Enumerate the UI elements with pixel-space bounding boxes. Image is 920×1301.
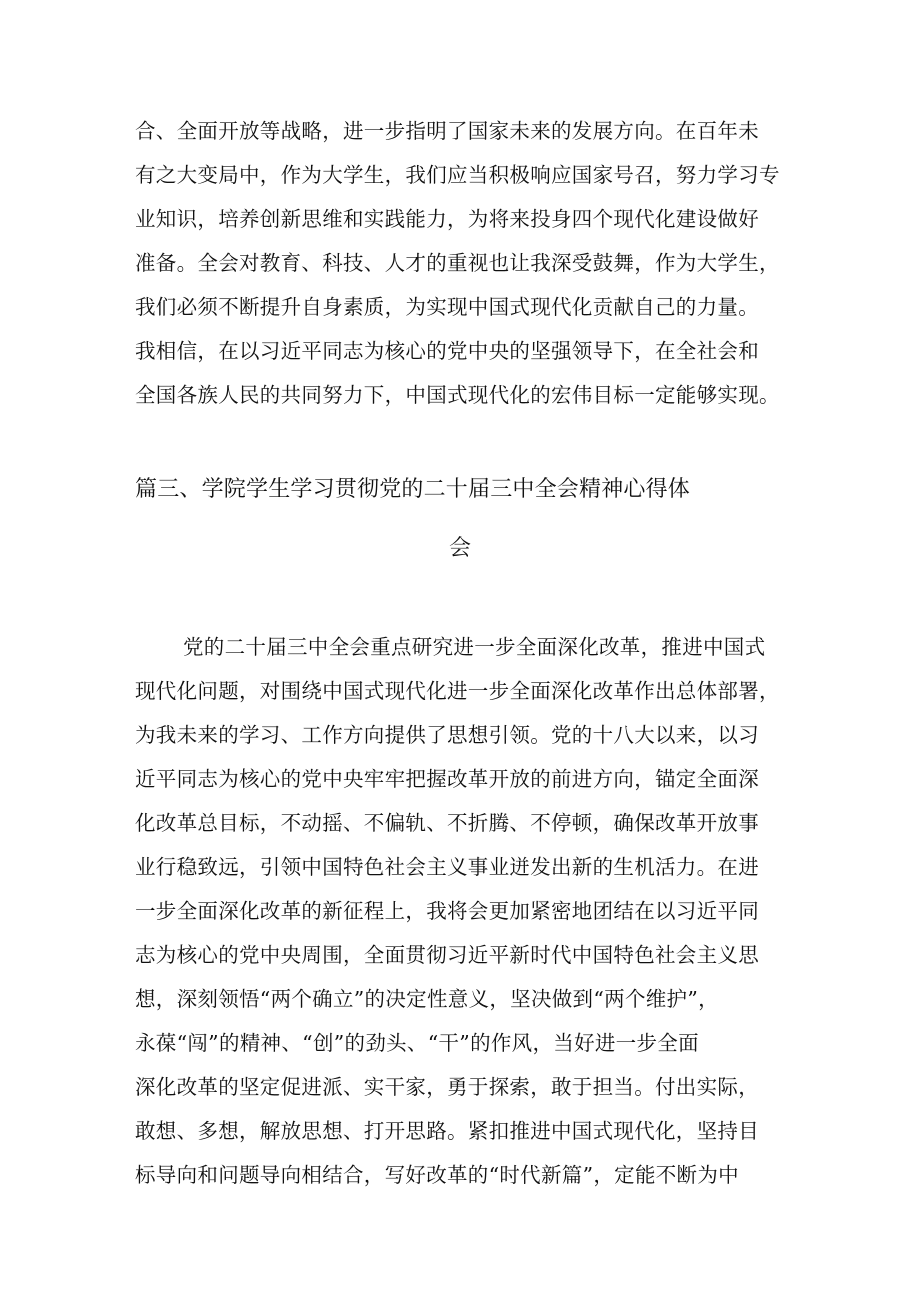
paragraph-line: 近平同志为核心的党中央牢牢把握改革开放的前进方向，锚定全面深 xyxy=(135,767,759,791)
body-paragraph xyxy=(135,0,795,1301)
paragraph-line: 志为核心的党中央周围，全面贯彻习近平新时代中国特色社会主义思 xyxy=(135,943,759,967)
paragraph-line: 业行稳致远，引领中国特色社会主义事业迸发出新的生机活力。在进 xyxy=(135,855,759,879)
paragraph-line: 化改革总目标，不动摇、不偏轨、不折腾、不停顿，确保改革开放事 xyxy=(135,811,759,835)
paragraph-line: 现代化问题，对围绕中国式现代化进一步全面深化改革作出总体部署， xyxy=(135,679,780,703)
paragraph-line: 有之大变局中，作为大学生，我们应当积极响应国家号召，努力学习专 xyxy=(135,163,780,187)
paragraph-line: 我相信，在以习近平同志为核心的党中央的坚强领导下，在全社会和 xyxy=(135,339,759,363)
paragraph-line: 一步全面深化改革的新征程上，我将会更加紧密地团结在以习近平同 xyxy=(135,899,759,923)
paragraph-line: 想，深刻领悟“两个确立”的决定性意义，坚决做到“两个维护”， xyxy=(135,987,719,1011)
paragraph-line: 全国各族人民的共同努力下，中国式现代化的宏伟目标一定能够实现。 xyxy=(135,383,780,407)
paragraph-line: 为我未来的学习、工作方向提供了思想引领。党的十八大以来，以习 xyxy=(135,723,759,747)
paragraph-line: 准备。全会对教育、科技、人才的重视也让我深受鼓舞，作为大学生， xyxy=(135,251,780,275)
paragraph-line: 我们必须不断提升自身素质，为实现中国式现代化贡献自己的力量。 xyxy=(135,295,759,319)
paragraph-line: 深化改革的坚定促进派、实干家，勇于探索，敢于担当。付出实际， xyxy=(135,1075,759,1099)
paragraph-line: 党的二十届三中全会重点研究进一步全面深化改革，推进中国式 xyxy=(183,635,766,659)
section-heading-line: 会 xyxy=(449,536,472,561)
paragraph-line: 敢想、多想，解放思想、打开思路。紧扣推进中国式现代化，坚持目 xyxy=(135,1119,759,1143)
paragraph-line: 业知识，培养创新思维和实践能力，为将来投身四个现代化建设做好 xyxy=(135,207,759,231)
paragraph-line: 标导向和问题导向相结合，写好改革的“时代新篇”，定能不断为中 xyxy=(135,1163,739,1187)
paragraph-line: 合、全面开放等战略，进一步指明了国家未来的发展方向。在百年未 xyxy=(135,119,759,143)
section-heading-line: 篇三、学院学生学习贯彻党的二十届三中全会精神心得体 xyxy=(135,477,691,502)
paragraph-line: 永葆“闯”的精神、“创”的劲头、“干”的作风，当好进一步全面 xyxy=(135,1031,699,1055)
